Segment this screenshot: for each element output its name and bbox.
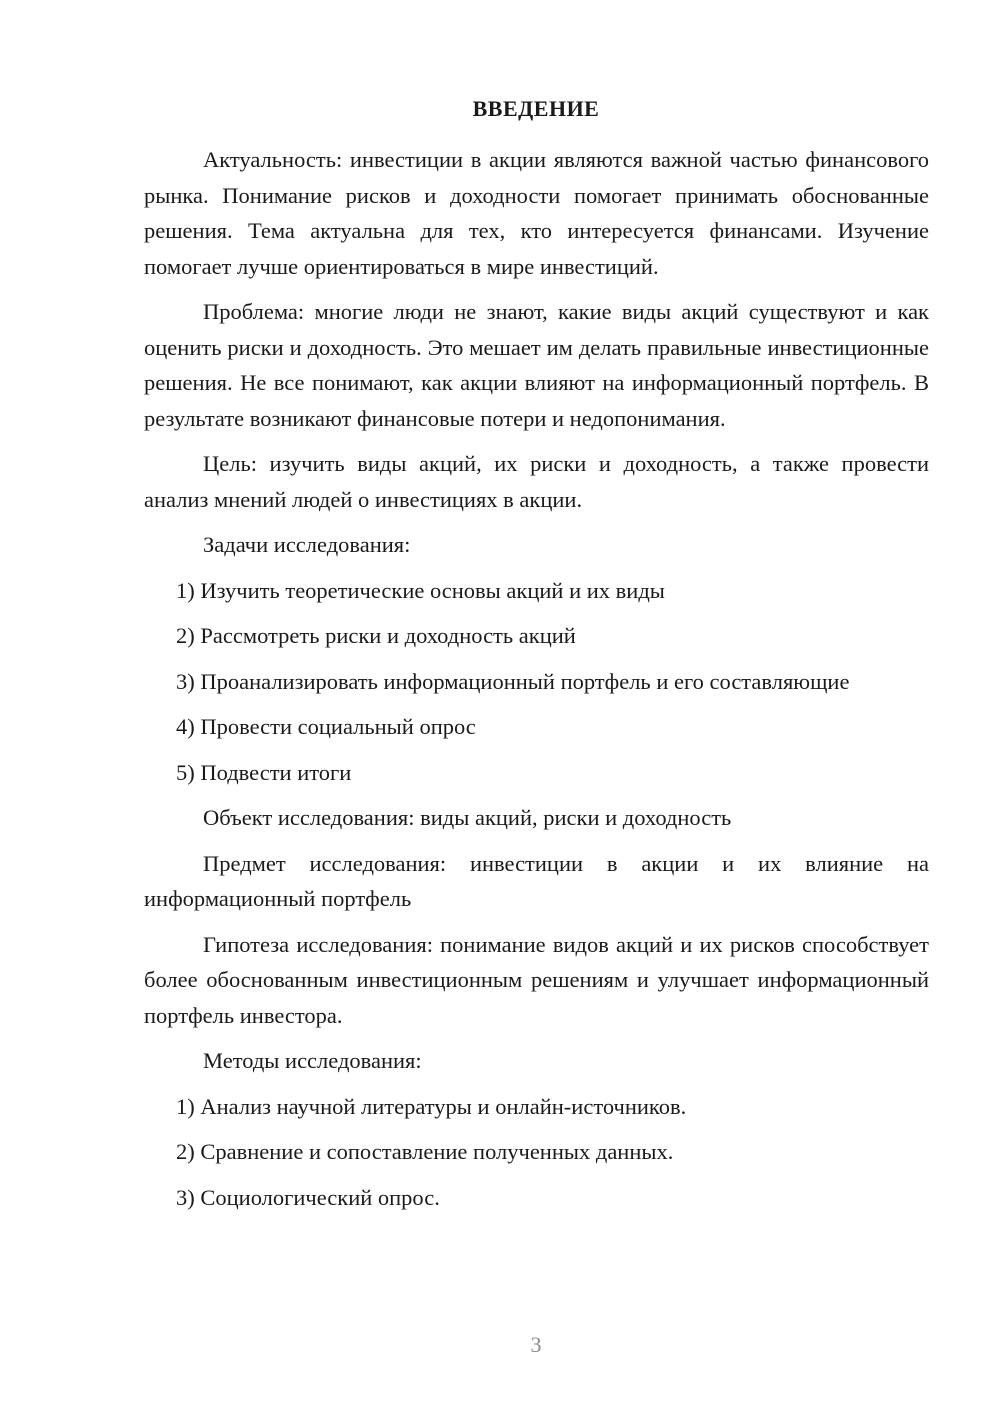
document-body xyxy=(144,142,929,1225)
list-item: 1) Изучить теоретические основы акций и их виды xyxy=(176,577,665,603)
paragraph-goal: Цель: изучить виды акций, их риски и доходность, а также провести анализ мнений людей о инвестициях в акции. xyxy=(144,451,929,512)
list-item: 3) Проанализировать информационный портфель и его составляющие xyxy=(176,668,850,694)
page-number: 3 xyxy=(530,1332,542,1357)
list-item: 1) Анализ научной литературы и онлайн-источников. xyxy=(176,1093,687,1119)
tasks-heading: Задачи исследования: xyxy=(203,532,411,557)
list-item: 2) Сравнение и сопоставление полученных данных. xyxy=(176,1139,674,1164)
tasks-list xyxy=(144,573,929,791)
methods-heading: Методы исследования: xyxy=(203,1048,422,1073)
paragraph-subject: Предмет исследования: инвестиции в акции и их влияние на информационный портфель xyxy=(144,850,929,911)
paragraph-problem: Проблема: многие люди не знают, какие виды акций существуют и как оценить риски и доходность. Это мешает им делать правильные инвестиционные решения. Не все понимают, как акции влияют на информационный портфель. В результате возникают финансовые потери и недопонимания. xyxy=(144,299,929,431)
paragraph-relevance: Актуальность: инвестиции в акции являются важной частью финансового рынка. Понимание рисков и доходности помогает принимать обоснованные решения. Тема актуальна для тех, кто интересуется финансами. Изучение помогает лучше ориентироваться в мире инвестиций. xyxy=(144,147,929,279)
paragraph-object: Объект исследования: виды акций, риски и доходность xyxy=(203,805,732,830)
methods-list xyxy=(144,1089,929,1216)
list-item: 2) Рассмотреть риски и доходность акций xyxy=(176,623,576,648)
page-title: ВВЕДЕНИЕ xyxy=(472,96,600,121)
paragraph-hypothesis: Гипотеза исследования: понимание видов акций и их рисков способствует более обоснованным инвестиционным решениям и улучшает информационный портфель инвестора. xyxy=(144,931,929,1028)
list-item: 3) Социологический опрос. xyxy=(176,1184,440,1210)
list-item: 4) Провести социальный опрос xyxy=(176,714,476,739)
list-item: 5) Подвести итоги xyxy=(176,759,352,785)
